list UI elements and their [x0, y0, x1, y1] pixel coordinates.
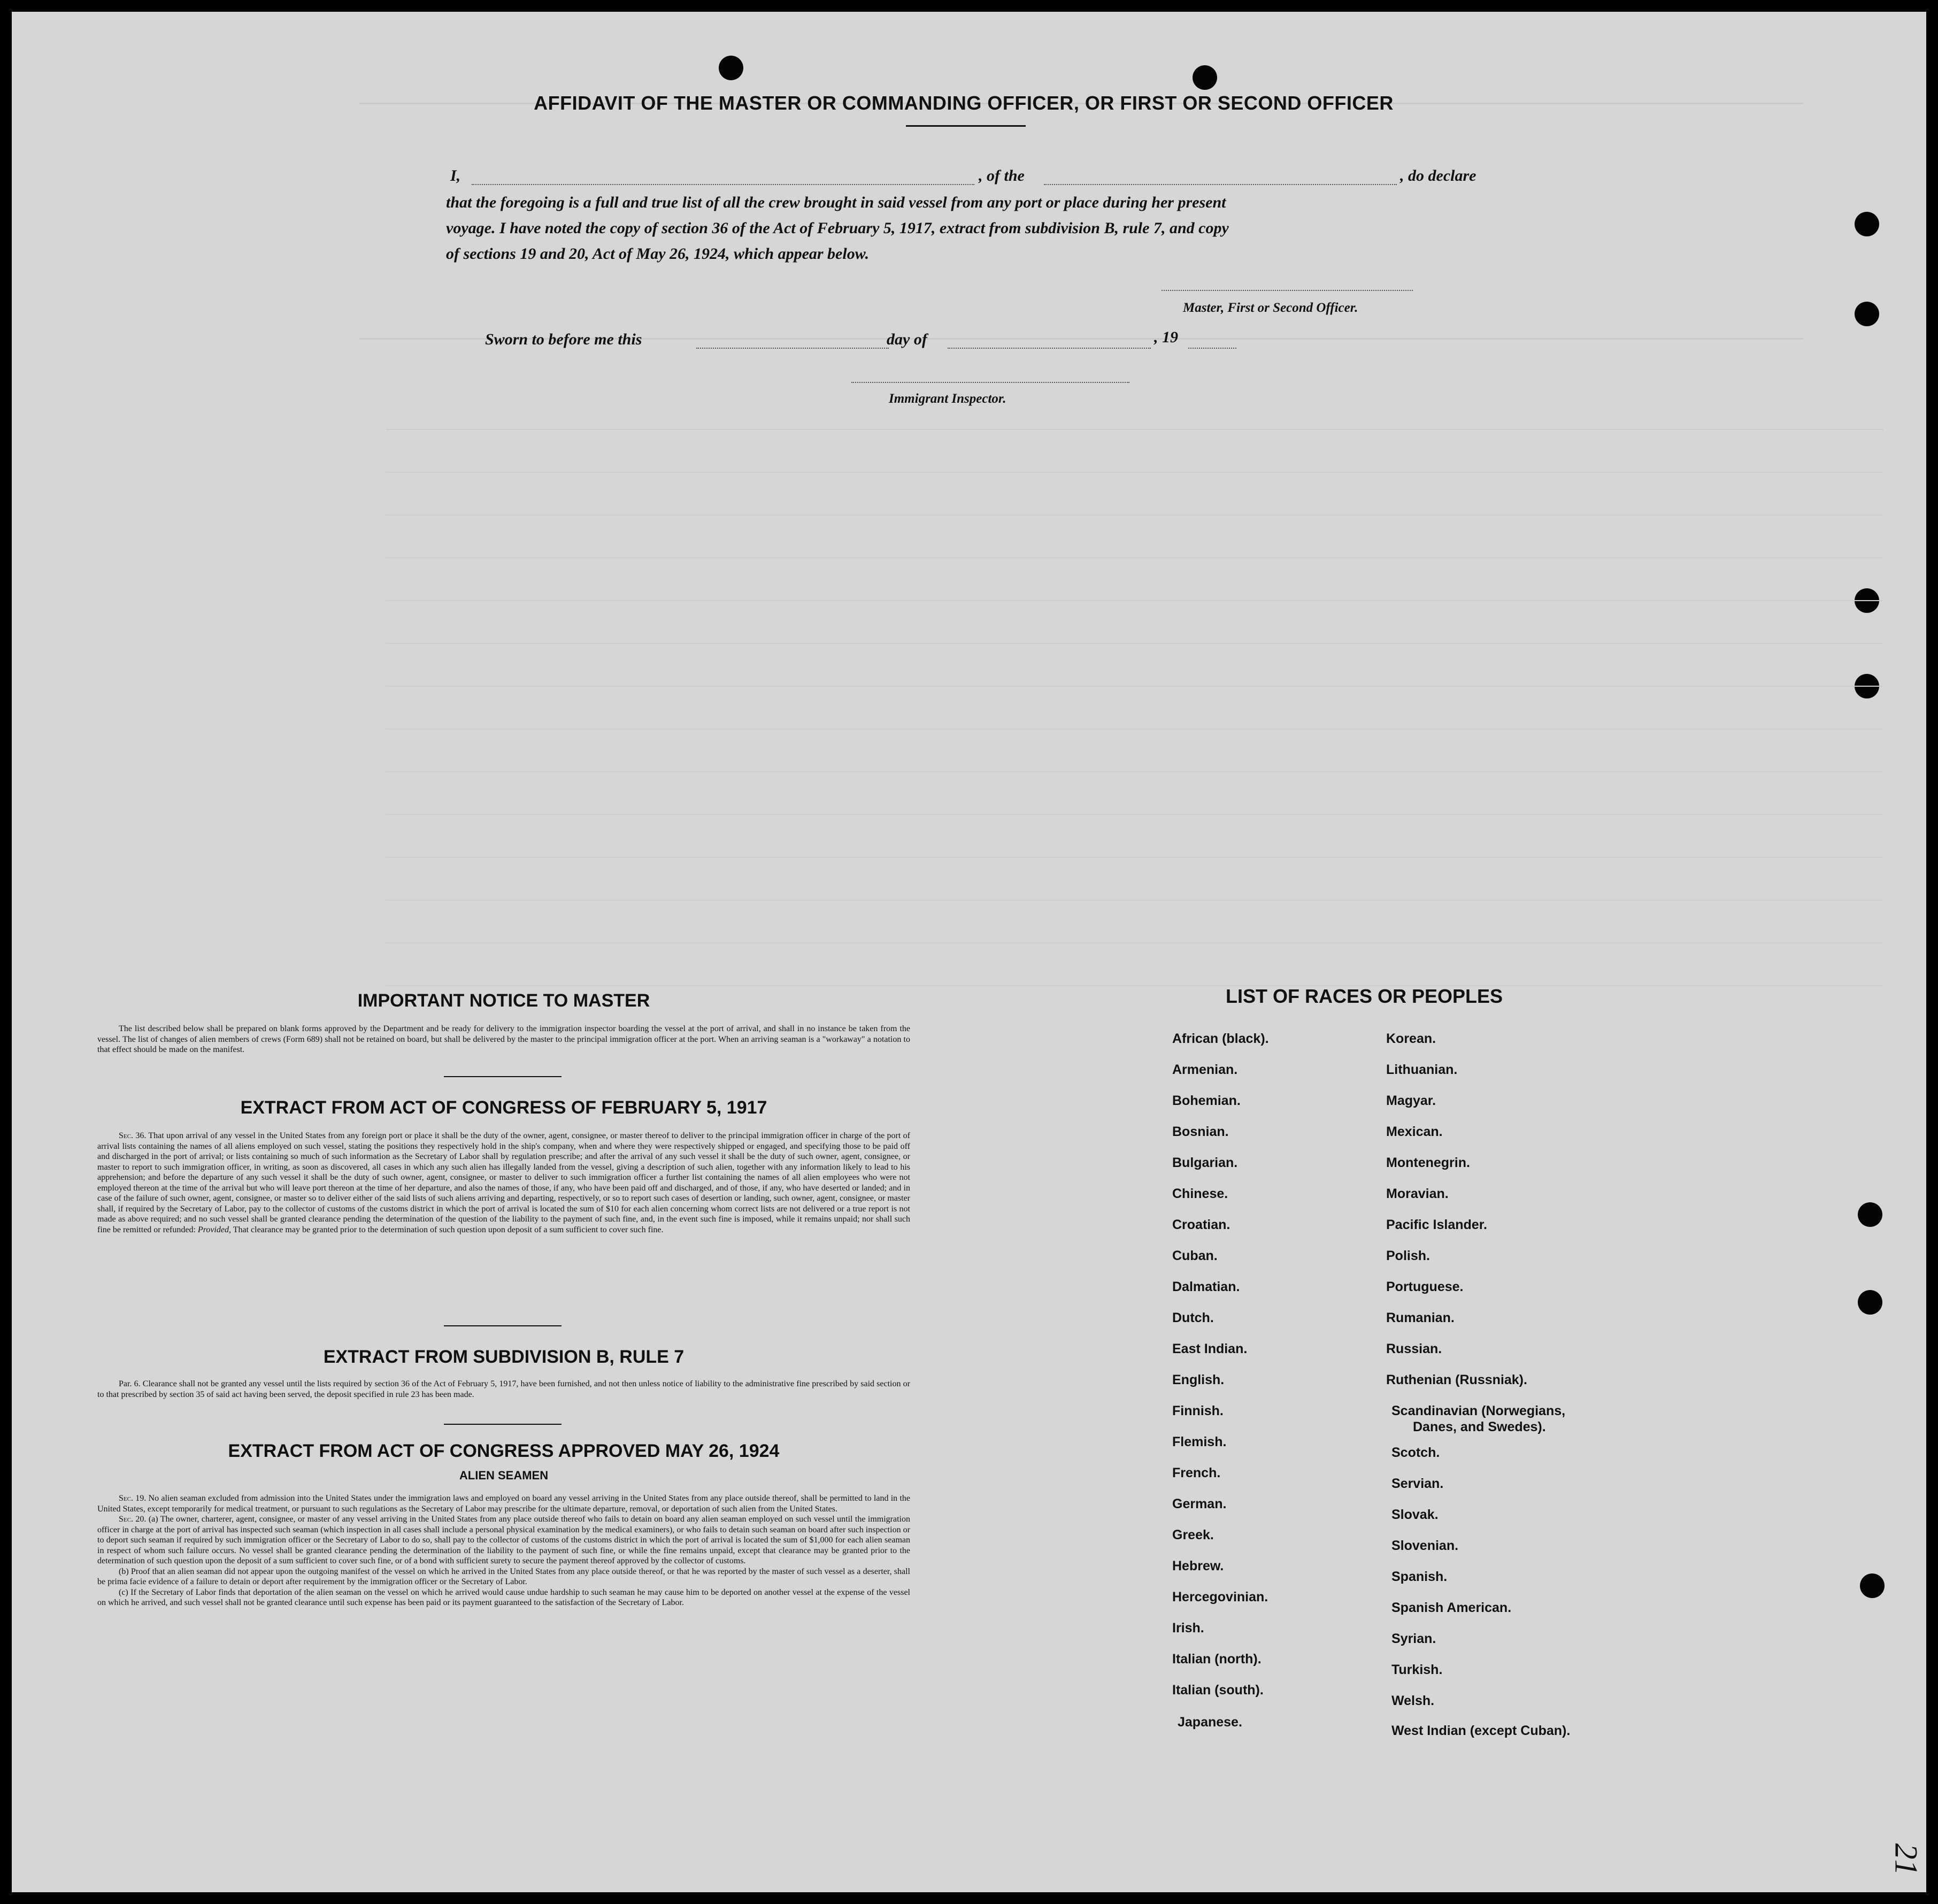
- extract-1917-rule: [444, 1325, 562, 1326]
- section-36-label: Sec. 36.: [119, 1131, 147, 1140]
- punch-hole: [1855, 588, 1879, 613]
- extract-rule7-title: EXTRACT FROM SUBDIVISION B, RULE 7: [323, 1347, 685, 1367]
- race-col2-item: Scandinavian (Norwegians,: [1391, 1403, 1566, 1418]
- race-col2-item: West Indian (except Cuban).: [1391, 1723, 1571, 1738]
- race-col1-item: Irish.: [1172, 1621, 1204, 1636]
- race-col1-item: English.: [1172, 1372, 1225, 1387]
- affidavit-line-2: that the foregoing is a full and true list of all the crew brought in said vessel from any port or place during her present: [446, 194, 1226, 211]
- inspector-signature-line: [851, 382, 1129, 383]
- race-col2-item: Polish.: [1386, 1248, 1430, 1263]
- race-col1-item: East Indian.: [1172, 1341, 1248, 1356]
- race-col2-item: Lithuanian.: [1386, 1062, 1458, 1077]
- alien-seamen-subtitle: ALIEN SEAMEN: [459, 1469, 549, 1482]
- race-col1-item: Dalmatian.: [1172, 1279, 1240, 1294]
- section-36-text: That upon arrival of any vessel in the United States from any foreign port or place it shall be the duty of the owner, agent, consignee, or master thereof to deliver to the principal immigration officer in charge of the port of arrival lists containing the names of all aliens employed on such vessel, stating the positions they respectively hold in the ship's company, when and where they were respectively shipped or engaged, and specifying those to be paid off and discharged in the port of arrival; or lists containing so much of such information as the Secretary of Labor shall by regulation prescribe; and after the arrival of any such vessel it shall be the duty of such owner, agent, consignee, or master to report to such immigration officer, in writing, as soon as discovered, all cases in which any such alien has illegally landed from the vessel, giving a description of such alien, together with any information likely to lead to his apprehension; and before the departure of any such vessel it shall be the duty of such owner, agent, consignee, or master to deliver to such immigration officer a further list containing the names of all alien employees who were not employed thereon at the time of the arrival but who will leave port thereon at the time of her departure, and also the names of those, if any, who have been paid off and discharged, and of those, if any, who have deserted or landed; and in case of the failure of such owner, agent, consignee, or master so to deliver either of the said lists of such aliens arriving and departing, respectively, or so to report such cases of desertion or landing, such owner, agent, consignee, or master shall, if required by the Secretary of Labor, pay to the collector of customs of the customs district in which the port of arrival is located the sum of $10 for each alien concerning whom correct lists are not delivered or a true report is not made as above required; and no such vessel shall be granted clearance pending the determination of the question of the liability to the payment of such fine, and, in the event such fine is imposed, while it remains unpaid; nor shall such fine be remitted or refunded:: [97, 1131, 910, 1234]
- affidavit-i: I,: [450, 167, 461, 185]
- race-col2-item: Ruthenian (Russniak).: [1386, 1372, 1527, 1387]
- inspector-label: Immigrant Inspector.: [889, 391, 1006, 406]
- race-col1-item: Flemish.: [1172, 1434, 1227, 1449]
- notice-body: The list described below shall be prepared on blank forms approved by the Department and be ready for delivery to the immigration inspector boarding the vessel at the port of arrival, and shall in no instance be taken from the vessel. The list of changes of alien members of crews (Form 689) shall not be retained on board, but shall be delivered by the master to the principal immigration officer at the port. When an arriving seaman is a "workaway" a notation to that effect should be made on the manifest.: [97, 1024, 910, 1054]
- section-20-label: Sec. 20.: [119, 1515, 147, 1524]
- race-col1-item: Bulgarian.: [1172, 1155, 1238, 1170]
- affidavit-of-the: , of the: [979, 167, 1025, 185]
- master-label: Master, First or Second Officer.: [1183, 301, 1358, 315]
- affidavit-line-4: of sections 19 and 20, Act of May 26, 1924, which appear below.: [446, 245, 870, 263]
- race-col1-item: Greek.: [1172, 1527, 1214, 1542]
- extract-1917-title: EXTRACT FROM ACT OF CONGRESS OF FEBRUARY 5, 1917: [240, 1097, 767, 1118]
- race-col2-item: Spanish.: [1391, 1569, 1448, 1584]
- extract-1924-body: [97, 1493, 910, 1608]
- race-col2-item: Syrian.: [1391, 1631, 1436, 1646]
- races-title: LIST OF RACES OR PEOPLES: [1226, 985, 1503, 1007]
- vessel-field-line: [1044, 184, 1397, 185]
- punch-hole: [1193, 65, 1217, 90]
- race-col1-item: Cuban.: [1172, 1248, 1218, 1263]
- year-text: , 19: [1154, 328, 1178, 346]
- race-col1-item: Hebrew.: [1172, 1558, 1224, 1573]
- section-20-c: (c) If the Secretary of Labor finds that deportation of the alien seaman on the vessel on which he arrived would cause undue hardship to such seaman he may cause him to be deported on another vessel at the expense of the vessel on which he arrived, and such vessel shall not be granted clearance until such expense has been paid or its payment guaranteed to the satisfaction of the Secretary of Labor.: [97, 1587, 910, 1607]
- race-col1-item: Chinese.: [1172, 1186, 1228, 1201]
- name-field-line: [472, 184, 974, 185]
- race-col2-item: Russian.: [1386, 1341, 1442, 1356]
- race-col1-item: Bosnian.: [1172, 1124, 1229, 1139]
- punch-hole: [1858, 1290, 1882, 1315]
- extract-rule7-rule: [444, 1424, 562, 1425]
- affidavit-line-3: voyage. I have noted the copy of section 36 of the Act of February 5, 1917, extract from subdivision B, rule 7, and copy: [446, 219, 1229, 237]
- race-col2-item: Turkish.: [1391, 1662, 1443, 1677]
- punch-hole: [1855, 302, 1879, 326]
- provided-word: Provided,: [197, 1225, 231, 1234]
- section-36-text-end: That clearance may be granted prior to the determination of such question upon deposit of a sum sufficient to cover such fine.: [233, 1225, 664, 1234]
- race-col1-item: Finnish.: [1172, 1403, 1224, 1418]
- race-col2-item: Danes, and Swedes).: [1413, 1419, 1546, 1434]
- section-19-label: Sec. 19.: [119, 1494, 147, 1503]
- race-col2-item: Servian.: [1391, 1476, 1444, 1491]
- race-col1-item: Japanese.: [1178, 1715, 1242, 1730]
- race-col2-item: Pacific Islander.: [1386, 1217, 1487, 1232]
- handwritten-page-number: 21: [1888, 1843, 1924, 1876]
- punch-hole: [1858, 1202, 1882, 1227]
- sworn-month-line: [948, 348, 1151, 349]
- sworn-year-line: [1188, 348, 1236, 349]
- punch-hole: [1855, 674, 1879, 698]
- race-col1-item: Bohemian.: [1172, 1093, 1241, 1108]
- race-col2-item: Montenegrin.: [1386, 1155, 1470, 1170]
- race-col2-item: Scotch.: [1391, 1445, 1440, 1460]
- notice-rule: [444, 1076, 562, 1077]
- race-col1-item: Croatian.: [1172, 1217, 1231, 1232]
- race-col2-item: Welsh.: [1391, 1693, 1435, 1708]
- sworn-day-line: [696, 348, 889, 349]
- race-col2-item: Portuguese.: [1386, 1279, 1464, 1294]
- extract-1917-body: [97, 1131, 910, 1235]
- race-col2-item: Korean.: [1386, 1031, 1436, 1046]
- section-19-text: No alien seaman excluded from admission into the United States under the immigration laws and employed on board any vessel arriving in the United States from any place outside thereof, shall be permitted to land in the United States, except temporarily for medical treatment, or pursuant to such regulations as the Secretary of Labor may prescribe for the ultimate departure, removal, or deportation of such alien from the United States.: [97, 1494, 911, 1514]
- notice-title: IMPORTANT NOTICE TO MASTER: [357, 991, 650, 1011]
- race-col1-item: Italian (north).: [1172, 1652, 1262, 1667]
- master-signature-line: [1162, 290, 1413, 291]
- race-col2-item: Spanish American.: [1391, 1600, 1512, 1615]
- race-col1-item: African (black).: [1172, 1031, 1269, 1046]
- sworn-text: Sworn to before me this: [485, 331, 642, 348]
- section-20-b: (b) Proof that an alien seaman did not appear upon the outgoing manifest of the vessel on which he arrived in the United States from any place outside thereof, or that he was reported by the master of such vessel as a deserter, shall be prima facie evidence of a failure to detain or deport after requirement by the immigration officer or the Secretary of Labor.: [97, 1567, 910, 1586]
- race-col2-item: Slovenian.: [1391, 1538, 1459, 1553]
- extract-rule7-body: Par. 6. Clearance shall not be granted any vessel until the lists required by section 36 of the Act of February 5, 1917, have been furnished, and not then unless notice of liability to the administrative fine prescribed by said section or to that prescribed by section 35 of said act having been served, the deposit specified in rule 23 has been made.: [97, 1379, 910, 1399]
- race-col1-item: Italian (south).: [1172, 1683, 1264, 1698]
- race-col2-item: Magyar.: [1386, 1093, 1436, 1108]
- affidavit-title: AFFIDAVIT OF THE MASTER OR COMMANDING OFFICER, OR FIRST OR SECOND OFFICER: [534, 92, 1394, 114]
- day-of-text: day of: [887, 331, 927, 348]
- race-col1-item: Armenian.: [1172, 1062, 1238, 1077]
- race-col2-item: Slovak.: [1391, 1507, 1439, 1522]
- race-col1-item: German.: [1172, 1496, 1227, 1511]
- punch-hole: [1855, 212, 1879, 236]
- race-col1-item: Hercegovinian.: [1172, 1590, 1268, 1604]
- race-col2-item: Rumanian.: [1386, 1310, 1455, 1325]
- punch-hole: [1860, 1573, 1885, 1598]
- race-col1-item: Dutch.: [1172, 1310, 1214, 1325]
- race-col2-item: Moravian.: [1386, 1186, 1449, 1201]
- section-20-text: (a) The owner, charterer, agent, consignee, or master of any vessel arriving in the United States from any place outside thereof who fails to detain on board any alien seaman employed on such vessel until the immigration officer in charge at the port of arrival has inspected such seaman (which inspection in all cases shall include a personal physical examination by the medical examiners), or who fails to detain such seaman on board after such inspection or to deport such seaman if required by such immigration officer or the Secretary of Labor to do so, shall pay to the collector of customs of the customs district in which the port of arrival is located the sum of $1,000 for each alien seaman in respect of whom such failure occurs. No vessel shall be granted clearance pending the determination of the liability to the payment of such fine, or while the fine remains unpaid, except that clearance may be granted prior to the determination of such question upon the deposit of a sum sufficient to cover such fine, or of a bond with sufficient surety to secure the payment thereof approved by the collector of customs.: [97, 1515, 910, 1565]
- title-rule: [906, 125, 1026, 127]
- affidavit-declare: , do declare: [1400, 167, 1476, 185]
- document-sheet: [12, 12, 1926, 1892]
- punch-hole: [719, 56, 743, 80]
- bleed-through: [12, 12, 1926, 1892]
- race-col2-item: Mexican.: [1386, 1124, 1443, 1139]
- race-col1-item: French.: [1172, 1465, 1221, 1480]
- extract-1924-title: EXTRACT FROM ACT OF CONGRESS APPROVED MAY 26, 1924: [228, 1441, 780, 1461]
